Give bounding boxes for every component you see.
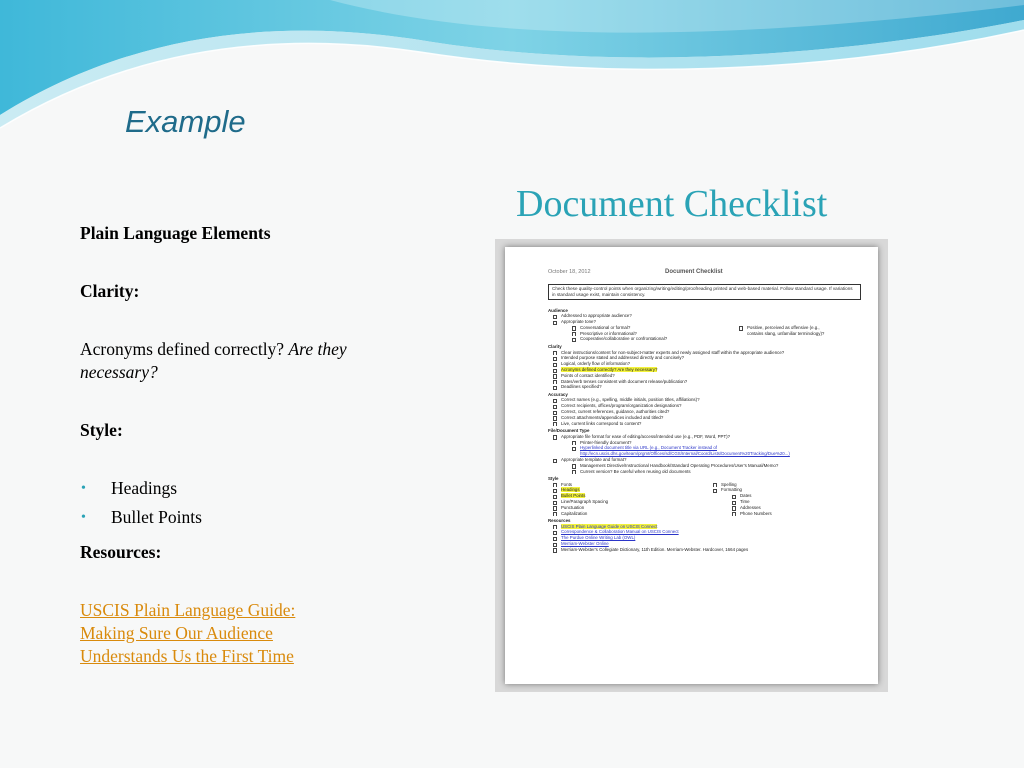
slide-subtitle: Example	[125, 104, 246, 139]
checklist-item: Cooperative/collaborative or confrontational?	[548, 336, 670, 342]
checklist-item: Correct attachments/appendices included and titled?	[548, 415, 861, 421]
checklist-item: Printer-friendly document?	[548, 440, 861, 446]
checklist-item: Addresses	[708, 505, 838, 511]
link-line[interactable]: USCIS Plain Language Guide:	[80, 600, 296, 620]
checklist-item: Correct, current references, guidance, authorities cited?	[548, 409, 861, 415]
checklist-item: Appropriate file format for ease of editing/access/intended use (e.g., PDF, Word, PPT)?	[548, 434, 861, 440]
checklist-item: Time	[708, 499, 838, 505]
bullet-icon: •	[81, 481, 86, 496]
checklist-item: Intended purpose stated and addressed directly and concisely?	[548, 355, 861, 361]
hyperlink-text: The Purdue Online Writing Lab (OWL)	[561, 535, 636, 541]
acronyms-question	[80, 338, 410, 384]
doc-section-resources: Resources	[548, 517, 571, 523]
checklist-item	[548, 445, 830, 457]
document-date: October 18, 2012	[548, 269, 591, 275]
checklist-item: Spelling	[708, 482, 838, 488]
checklist-item: Current version? Be careful when reusing old documents	[548, 469, 861, 475]
document-header	[548, 269, 858, 281]
bullet-text: Bullet Points	[111, 507, 202, 527]
bullet-text: Headings	[111, 478, 178, 498]
highlighted-link-text: USCIS Plain Language Guide on USCIS Connect	[561, 523, 658, 529]
style-right-column	[708, 482, 838, 517]
checklist-item: Appropriate tone?	[548, 319, 861, 325]
checklist-item: Correct recipients, offices/program/organization designations?	[548, 403, 861, 409]
acronyms-italic-text: Are they necessary?	[80, 339, 347, 382]
hyperlink-text: Correspondence & Collaboration Manual on USCIS Connect	[561, 529, 679, 535]
checklist-item: Phone Numbers	[708, 511, 838, 517]
bullet-icon: •	[81, 510, 86, 525]
style-label: Style:	[80, 420, 123, 440]
list-item	[80, 477, 410, 506]
checklist-item: Points of contact identified?	[548, 373, 861, 379]
checklist-item: Conversational or formal?	[548, 325, 861, 331]
checklist-item: Logical, orderly flow of information?	[548, 361, 861, 367]
checklist-item: Capitalization	[548, 511, 861, 517]
checklist-item: Prescriptive or informational?	[548, 331, 861, 337]
doc-section-audience: Audience	[548, 307, 568, 313]
checklist-item: Appropriate template and format?	[548, 457, 861, 463]
checklist-item: Formatting	[708, 487, 838, 493]
checklist-item: Live, current links correspond to content?	[548, 421, 861, 427]
checklist-item: Deadlines specified?	[548, 384, 861, 390]
elements-heading: Plain Language Elements	[80, 223, 271, 243]
doc-section-style: Style	[548, 475, 559, 481]
checklist-item: Fonts	[548, 482, 861, 488]
checklist-item: Clear instructions/content for non-subject-matter experts and newly assigned staff within the appropriate audience?	[548, 350, 861, 356]
doc-section-accuracy: Accuracy	[548, 391, 568, 397]
clarity-label: Clarity:	[80, 281, 140, 301]
checklist-item: Line/Paragraph Spacing	[548, 499, 861, 505]
link-line[interactable]: Making Sure Our Audience	[80, 623, 273, 643]
tone-columns	[548, 325, 861, 342]
hyperlink-text: Merriam-Webster Online	[561, 541, 609, 547]
checklist-item: Dates	[708, 493, 838, 499]
resources-label: Resources:	[80, 542, 162, 562]
highlighted-text: Bullet Points	[561, 493, 586, 499]
document-title: Document Checklist	[665, 269, 723, 275]
slide-title: Document Checklist	[516, 183, 828, 225]
plain-language-elements-column	[80, 222, 410, 668]
hyperlink-text: Hyperlinked document title via URL (e.g., Document Tracker instead of http://ecn.uscis.dhs.gov/team/prgmt/Offices/sd/CGS/Internal/Coord/Lists/Document%20Tracking/Due%20...)	[580, 445, 790, 457]
checklist-item: Dates/verb tenses consistent with document release/publication?	[548, 379, 861, 385]
acronyms-text: Acronyms defined correctly?	[80, 339, 289, 359]
link-line[interactable]: Understands Us the First Time	[80, 646, 294, 666]
document-body	[548, 306, 861, 553]
checklist-item: Punctuation	[548, 505, 861, 511]
checklist-item: Addressed to appropriate audience?	[548, 313, 861, 319]
checklist-item: Management Directive/Instructional Handbook/Standard Operating Procedures/User's Manual/Memo?	[548, 463, 861, 469]
doc-section-clarity: Clarity	[548, 343, 562, 349]
doc-section-file-type: File/Document Type	[548, 427, 590, 433]
highlighted-text: Acronyms defined correctly? Are they necessary?	[561, 366, 658, 372]
checklist-item: Merriam-Webster's Collegiate Dictionary, 11th Edition. Merriam-Webster. Hardcover, 1664 pages	[548, 547, 861, 553]
document-page	[505, 247, 878, 684]
style-columns	[548, 482, 861, 517]
document-checklist-image	[495, 239, 888, 692]
style-bullet-list	[80, 477, 410, 535]
checklist-item: Correct names (e.g., spelling, middle initials, position titles, affiliations)?	[548, 397, 861, 403]
tone-right-column	[734, 325, 864, 337]
document-instructions: Check these quality-control points when organizing/writing/editing/proofreading printed and web-based material. Follow standard usage. If variations in standard usage exist, maintain consistency.	[548, 284, 861, 300]
plain-language-guide-link[interactable]	[80, 599, 410, 668]
checklist-item: Positive, perceived as offensive (e.g., contains slang, unfamiliar terminology)?	[734, 325, 832, 337]
list-item	[80, 506, 410, 535]
highlighted-text: Headings	[561, 487, 580, 493]
